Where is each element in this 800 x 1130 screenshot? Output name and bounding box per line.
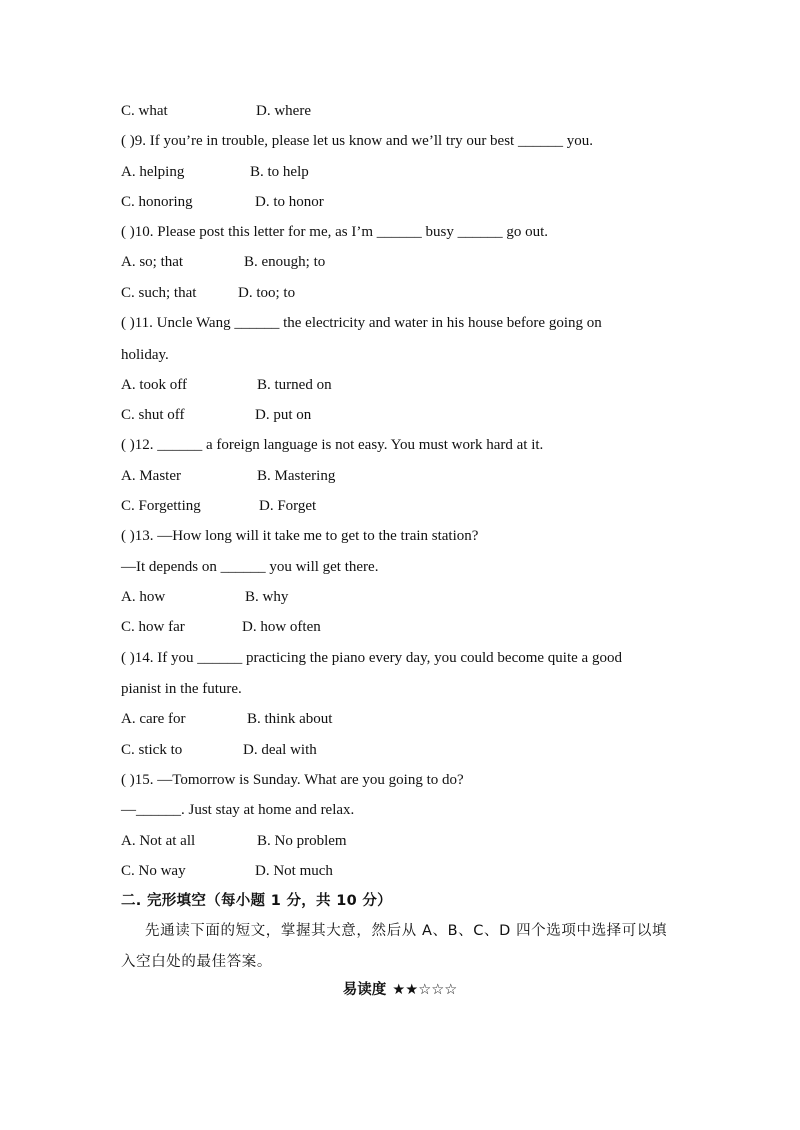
q8-options-cd: [121, 96, 691, 126]
q13-options-cd: [121, 612, 691, 642]
q10-stem: ( )10. Please post this letter for me, as I’m ______ busy ______ go out.: [121, 224, 549, 241]
q14-options-cd: [121, 735, 691, 765]
q15-option-d: D. Not much: [255, 862, 333, 879]
q9-stem: ( )9. If you’re in trouble, please let us know and we’ll try our best ______ you.: [121, 133, 593, 150]
difficulty-label: 易读度: [342, 982, 387, 998]
q11-option-d: D. put on: [255, 407, 312, 424]
q15-options-ab: [121, 826, 691, 856]
q15-stem-line1: ( )15. —Tomorrow is Sunday. What are you going to do?: [121, 771, 464, 788]
q13-option-d: D. how often: [242, 619, 321, 636]
q12-option-d: D. Forget: [259, 498, 317, 515]
q10-option-b: B. enough; to: [244, 254, 326, 271]
q15-option-a: A. Not at all: [121, 832, 196, 849]
q13-stem-line2: —It depends on ______ you will get there.: [121, 558, 379, 575]
q13-option-b: B. why: [245, 588, 289, 605]
q14-option-a: A. care for: [121, 711, 186, 728]
q15-option-b: B. No problem: [257, 832, 347, 849]
q8-option-d: D. where: [256, 103, 311, 119]
q14-options-ab: [121, 704, 691, 734]
q11-stem-line2: holiday.: [121, 346, 169, 363]
q14-option-c: C. stick to: [121, 741, 183, 758]
section-2-title: 二. 完形填空（每小题 1 分，共 10 分）: [121, 893, 392, 910]
q14-option-d: D. deal with: [243, 741, 317, 758]
q11-options-ab: [121, 370, 691, 400]
q9-option-b: B. to help: [250, 163, 309, 180]
q13-option-c: C. how far: [121, 619, 185, 636]
q13-stem-line1: ( )13. —How long will it take me to get to the train station?: [121, 528, 479, 545]
section-2-instruction-line2: 入空白处的最佳答案。: [121, 954, 272, 971]
q13-options-ab: [121, 582, 691, 612]
q11-option-b: B. turned on: [257, 376, 332, 393]
exam-page: [121, 96, 691, 978]
q10-option-d: D. too; to: [238, 284, 296, 301]
q11-option-c: C. shut off: [121, 407, 185, 424]
q12-option-b: B. Mastering: [257, 467, 336, 484]
q12-options-cd: [121, 491, 691, 521]
q10-options-ab: [121, 247, 691, 277]
q12-options-ab: [121, 461, 691, 491]
q11-stem-line1: ( )11. Uncle Wang ______ the electricity and water in his house before going on: [121, 315, 602, 332]
q9-options-cd: [121, 187, 691, 217]
q14-option-b: B. think about: [247, 711, 333, 728]
q10-option-a: A. so; that: [121, 254, 184, 271]
q8-option-c: C. what: [121, 103, 168, 119]
q9-option-c: C. honoring: [121, 193, 193, 210]
difficulty-rating: [0, 976, 800, 1004]
q9-option-d: D. to honor: [255, 193, 324, 210]
q15-options-cd: [121, 856, 691, 886]
q9-options-ab: [121, 157, 691, 187]
section-2-instruction-line1: 先通读下面的短文，掌握其大意，然后从 A、B、C、D 四个选项中选择可以填: [145, 923, 668, 940]
q10-options-cd: [121, 278, 691, 308]
q12-option-a: A. Master: [121, 467, 181, 484]
q15-stem-line2: —______. Just stay at home and relax.: [121, 802, 355, 819]
difficulty-stars: ★★☆☆☆: [392, 982, 458, 998]
q10-option-c: C. such; that: [121, 284, 197, 301]
q11-option-a: A. took off: [121, 376, 187, 393]
q14-stem-line2: pianist in the future.: [121, 681, 242, 698]
q13-option-a: A. how: [121, 588, 166, 605]
q11-options-cd: [121, 400, 691, 430]
q12-stem: ( )12. ______ a foreign language is not easy. You must work hard at it.: [121, 437, 544, 454]
q9-option-a: A. helping: [121, 163, 185, 180]
q14-stem-line1: ( )14. If you ______ practicing the piano every day, you could become quite a good: [121, 649, 622, 666]
q12-option-c: C. Forgetting: [121, 498, 201, 515]
q15-option-c: C. No way: [121, 862, 186, 879]
